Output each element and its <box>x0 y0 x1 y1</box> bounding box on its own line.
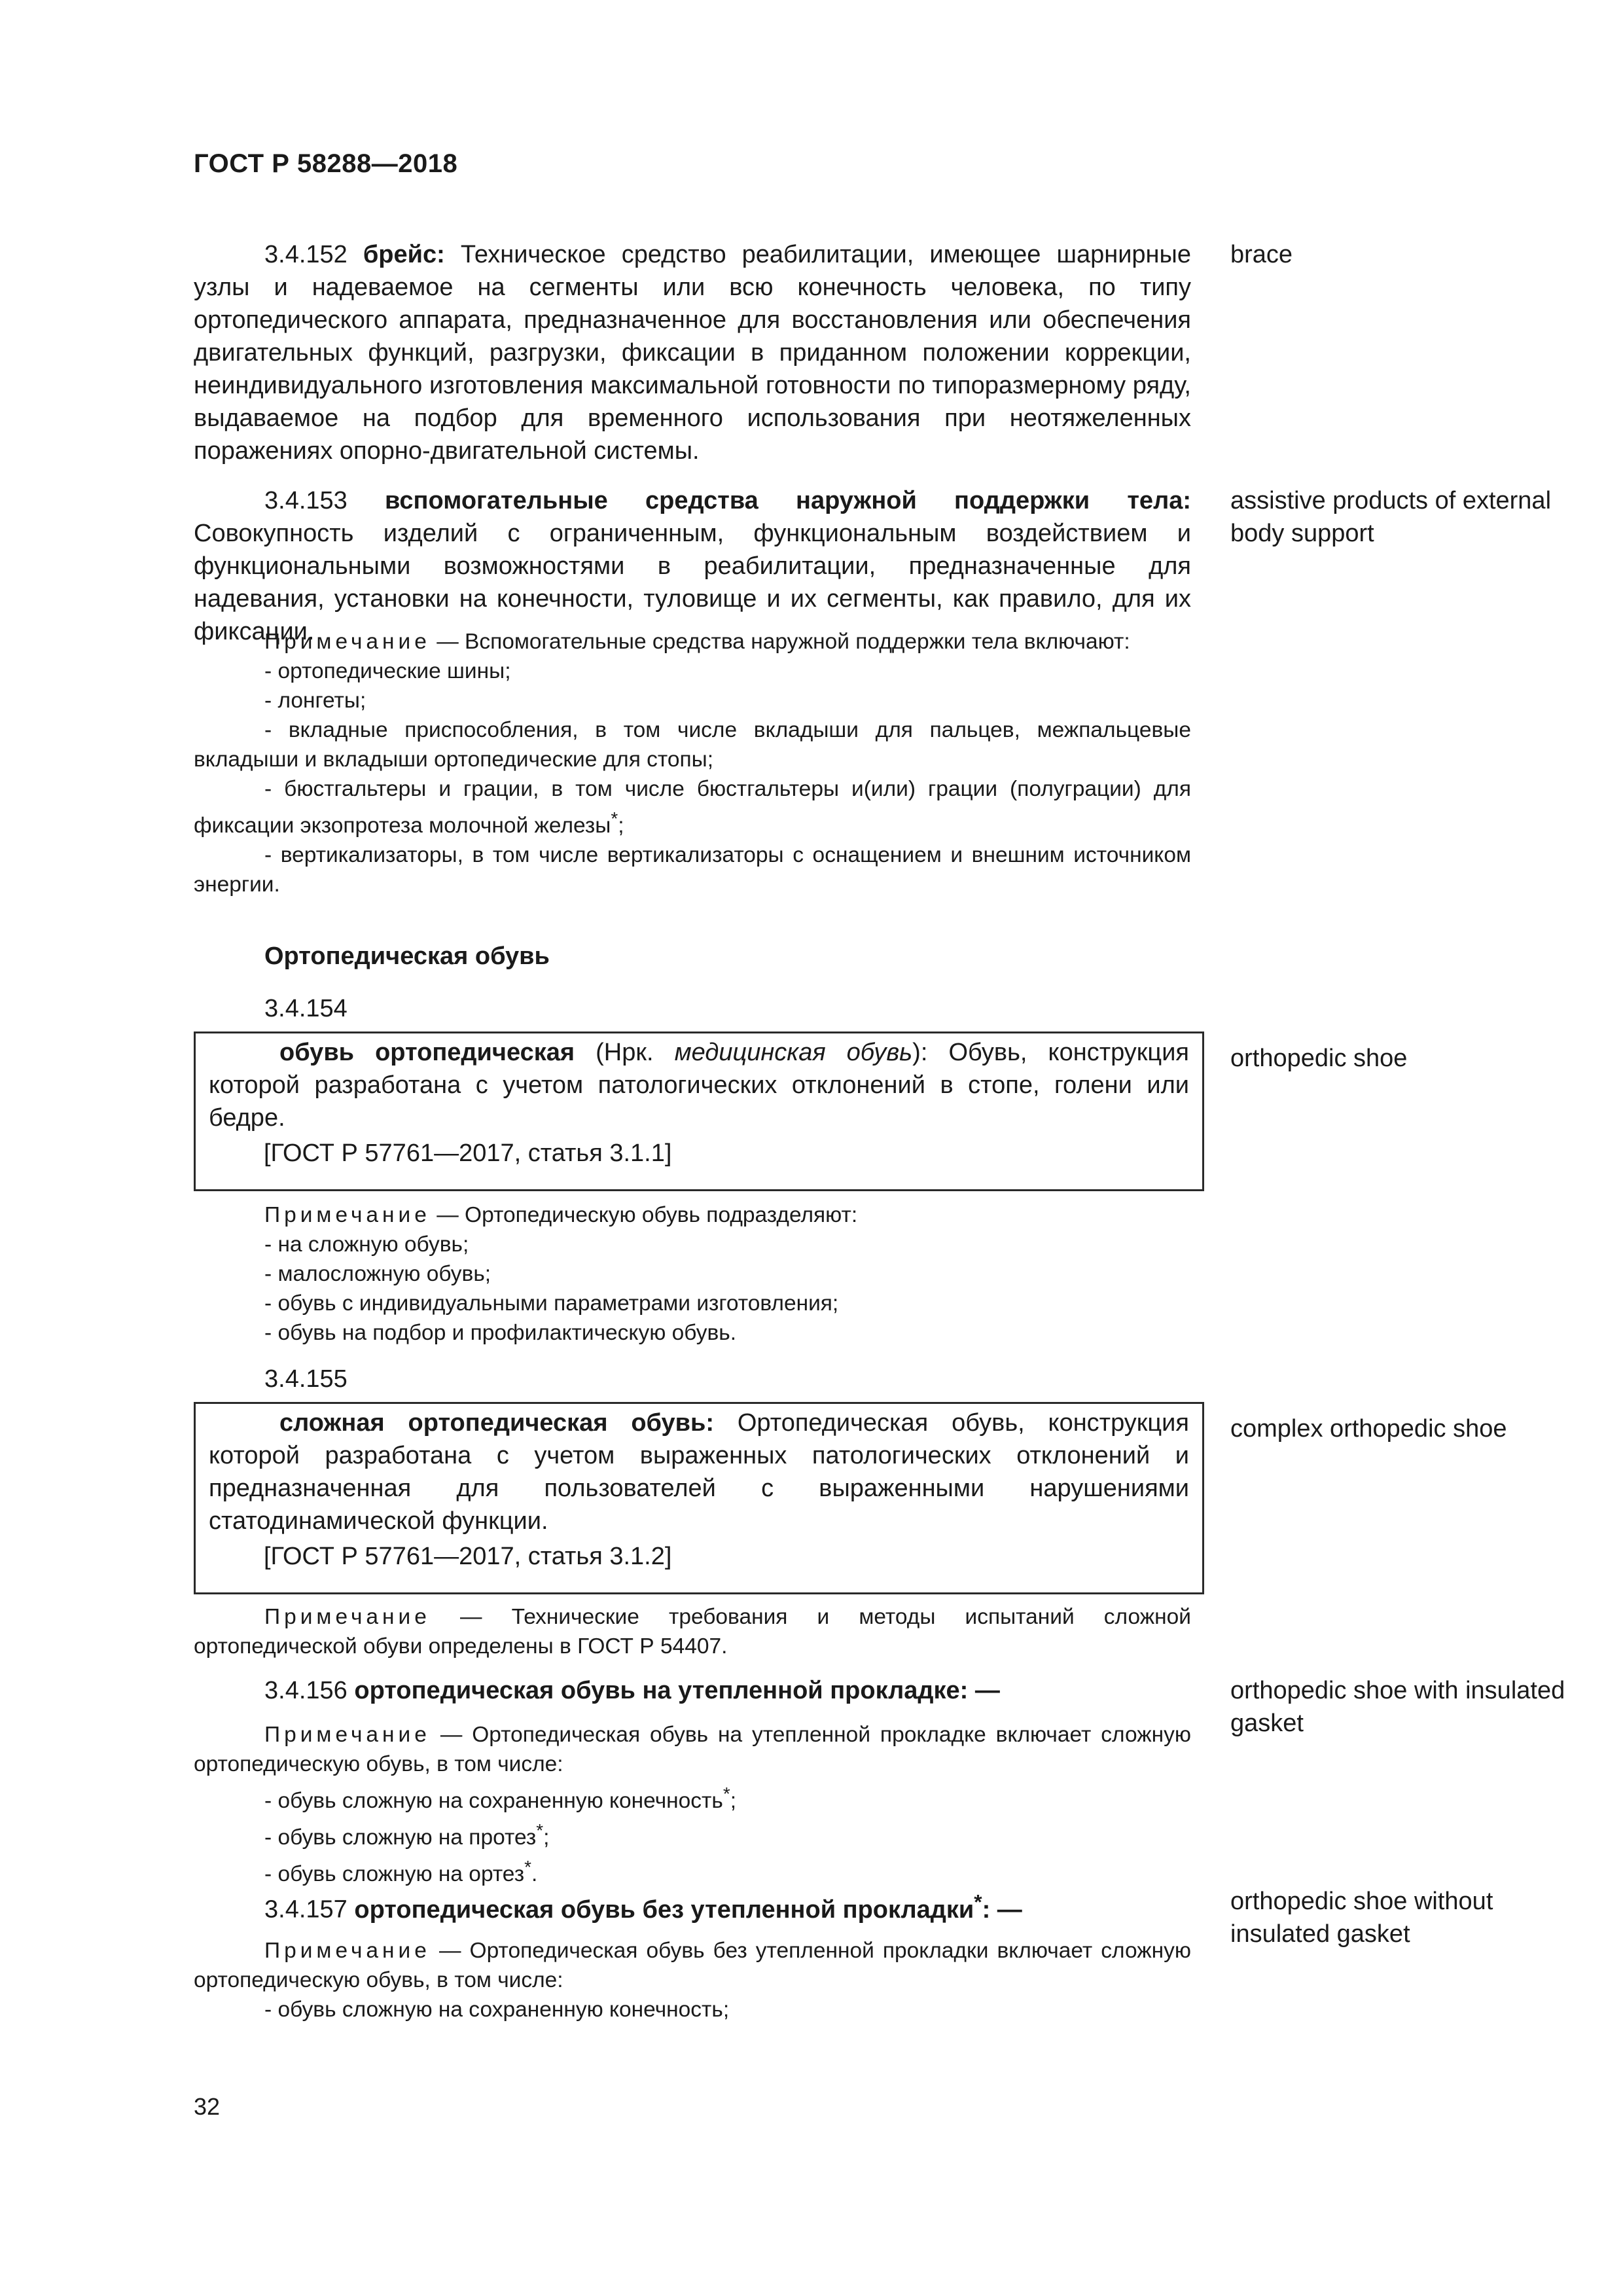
term-156-note <box>194 1720 1191 1889</box>
note-label: Примечание <box>264 1203 431 1227</box>
term-definition: Обувь, конструкция которой разработана с учетом патологических отклонений в стопе, голени или бедре. <box>209 1039 1189 1132</box>
note-item: - вкладные приспособления, в том числе вкладыши для пальцев, межпальцевые вкладыши и вкладыши ортопедические для стопы; <box>194 718 1191 772</box>
term-154-english: orthopedic shoe <box>1230 1045 1408 1072</box>
term-definition: Ортопедическая обувь, конструкция которой разработана с учетом выраженных патологических отклонений и предназначенная для пользователей с выраженными нарушениями статодинамической функции. <box>209 1409 1189 1535</box>
footnote-asterisk: * <box>611 808 618 829</box>
term-name: ортопедическая обувь без утепленной прокладки <box>354 1895 974 1924</box>
note-label: Примечание <box>264 1939 431 1963</box>
term-name: брейс: <box>363 241 445 268</box>
term-name: сложная ортопедическая обувь: <box>279 1409 715 1437</box>
note-item: - обувь на подбор и профилактическую обувь. <box>264 1321 737 1345</box>
note-item: - лонгеты; <box>264 689 366 713</box>
note-intro: — Ортопедическую обувь подразделяют: <box>437 1203 858 1227</box>
note-item: - вертикализаторы, в том числе вертикализаторы с оснащением и внешним источником энергии. <box>194 843 1191 897</box>
footnote-asterisk: * <box>974 1890 982 1913</box>
term-155-number: 3.4.155 <box>264 1365 348 1393</box>
note-item: - обувь сложную на протез*; <box>264 1820 550 1850</box>
term-153-note: Примечание — Вспомогательные средства наружной поддержки тела включают: - ортопедические шины; - лонгеты; - вкладные приспособления, в том числе вкладыши для пальцев, межпальцевые вкладыши и вкладыши ортопедические для стопы; - бюстгальтеры и грации, в том числе бюстгальтеры и(или) грации (полуграции) для фиксации экзопротеза молочной железы*; - вертикализаторы, в том числе вертикализаторы с оснащением и внешним источником энергии. <box>194 627 1191 899</box>
note-intro: — Вспомогательные средства наружной поддержки тела включают: <box>437 630 1130 654</box>
document-header: ГОСТ Р 58288—2018 <box>194 149 458 178</box>
term-152-english: brace <box>1230 241 1293 268</box>
note-item: - обувь сложную на сохраненную конечность*; <box>264 1784 737 1814</box>
term-155-note <box>194 1602 1191 1661</box>
term-154-note <box>194 1200 1191 1348</box>
footnote-asterisk: * <box>722 1784 730 1804</box>
note-item: - ортопедические шины; <box>264 659 511 683</box>
note-text: — Технические требования и методы испытаний сложной ортопедической обуви определены в ГОСТ Р 54407. <box>194 1605 1191 1659</box>
term-157-entry: 3.4.157 ортопедическая обувь без утепленной прокладки*: — <box>264 1890 1022 1924</box>
note-intro: — Ортопедическая обувь на утепленной прокладке включает сложную ортопедическую обувь, в том числе: <box>194 1723 1191 1776</box>
footnote-asterisk: * <box>524 1857 531 1878</box>
term-155-box <box>194 1402 1204 1594</box>
term-157-note <box>194 1936 1191 2024</box>
term-157-english: orthopedic shoe without insulated gasket <box>1230 1888 1493 1948</box>
term-definition: Совокупность изделий с ограниченным, функциональным воздействием и функциональными возможностями в реабилитации, предназначенные для надевания, установки на конечности, туловище и их сегменты, как правило, для их фиксации. <box>194 520 1191 645</box>
note-label: Примечание <box>264 1723 431 1747</box>
term-name: ортопедическая обувь на утепленной прокладке: — <box>354 1677 1000 1704</box>
term-source: [ГОСТ Р 57761—2017, статья 3.1.2] <box>264 1543 672 1570</box>
note-item: - обувь сложную на сохраненную конечность; <box>264 1998 730 2022</box>
term-definition: Техническое средство реабилитации, имеющее шарнирные узлы и надеваемое на сегменты или всю конечность человека, по типу ортопедического аппарата, предназначенное для восстановления или обеспечения двигательных функций, разгрузки, фиксации в приданном положении коррекции, неиндивидуального изготовления максимальной готовности по типоразмерному ряду, выдаваемое на подбор для временного использования при неотяжеленных поражениях опорно-двигательной системы. <box>194 241 1191 465</box>
note-item: - бюстгальтеры и грации, в том числе бюстгальтеры и(или) грации (полуграции) для фиксации экзопротеза молочной железы <box>194 777 1191 838</box>
note-label: Примечание <box>264 630 431 654</box>
term-152-entry <box>194 238 1191 467</box>
term-number: 3.4.152 <box>264 241 348 268</box>
term-number: 3.4.157 <box>264 1895 348 1924</box>
footnote-asterisk: * <box>536 1820 544 1841</box>
term-name: обувь ортопедическая <box>279 1039 575 1066</box>
term-153-entry <box>194 484 1191 648</box>
term-154-number: 3.4.154 <box>264 995 348 1022</box>
note-label: Примечание <box>264 1605 431 1629</box>
note-item: - обувь сложную на ортез*. <box>264 1857 538 1887</box>
term-number: 3.4.153 <box>264 487 348 514</box>
nonrecommended-term: медицинская обувь <box>674 1039 913 1066</box>
term-156-entry <box>194 1674 1191 1707</box>
term-156-english: orthopedic shoe with insulated gasket <box>1230 1677 1565 1737</box>
page-number: 32 <box>194 2093 221 2120</box>
term-154-box: обувь ортопедическая (Нрк. медицинская обувь): Обувь, конструкция которой разработана с учетом патологических отклонений в стопе, голени или бедре. [ГОСТ Р 57761—2017, статья 3.1.1] <box>194 1031 1204 1191</box>
term-source: [ГОСТ Р 57761—2017, статья 3.1.1] <box>264 1139 672 1167</box>
section-heading: Ортопедическая обувь <box>264 942 550 970</box>
note-item: - обувь с индивидуальными параметрами изготовления; <box>264 1291 839 1316</box>
note-item: - малосложную обувь; <box>264 1262 491 1286</box>
note-intro: — Ортопедическая обувь без утепленной прокладки включает сложную ортопедическую обувь, в том числе: <box>194 1939 1191 1992</box>
term-153-english: assistive products of external body support <box>1230 487 1552 547</box>
note-item: - на сложную обувь; <box>264 1232 469 1257</box>
term-number: 3.4.156 <box>264 1677 348 1704</box>
term-155-english: complex orthopedic shoe <box>1230 1415 1507 1443</box>
term-name: вспомогательные средства наружной поддержки тела: <box>385 487 1191 514</box>
